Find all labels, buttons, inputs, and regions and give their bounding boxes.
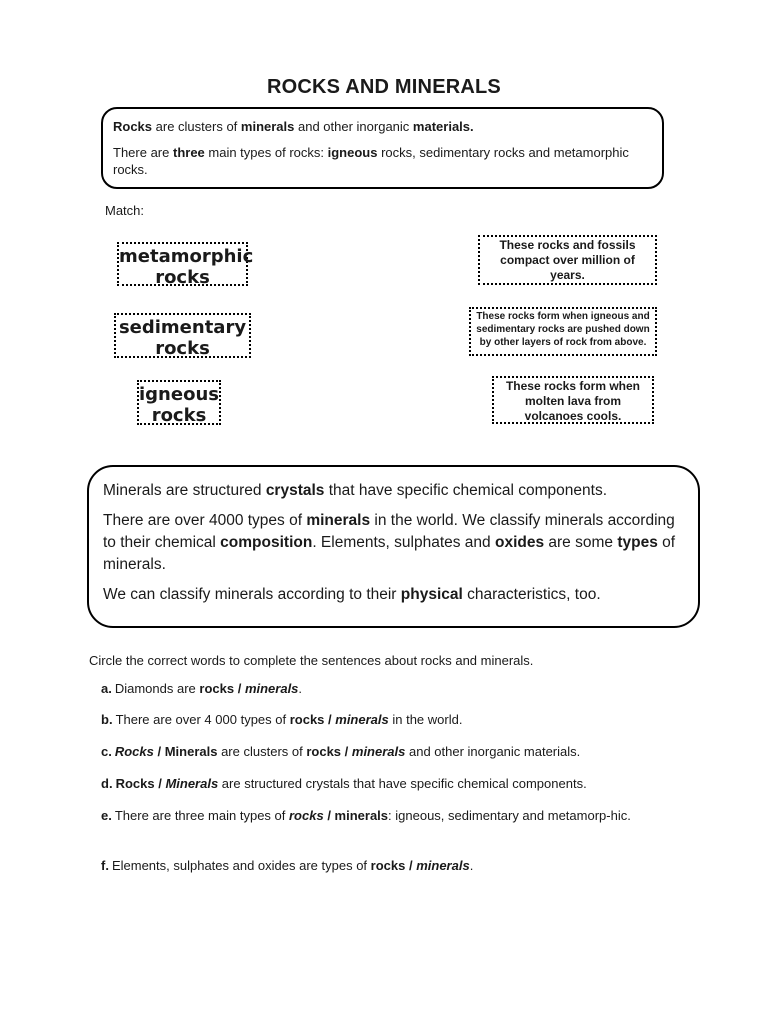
- choice-separator: /: [323, 808, 335, 823]
- answer-choice[interactable]: Minerals: [164, 744, 218, 759]
- question-text: are structured crystals that have specific chemical components.: [218, 776, 587, 791]
- answer-choice[interactable]: minerals: [416, 858, 470, 873]
- minerals-paragraph-2: [103, 510, 688, 576]
- bold-term: minerals: [240, 119, 295, 134]
- rock-card-line1: metamorphic: [119, 246, 254, 267]
- answer-choice[interactable]: minerals: [335, 712, 389, 727]
- choice-separator: /: [154, 776, 166, 791]
- text-run: of minerals.: [103, 534, 676, 573]
- rock-card-sedimentary[interactable]: [114, 313, 251, 358]
- definition-card-3[interactable]: These rocks form when molten lava from volcanoes cools.: [492, 376, 654, 424]
- bold-term: igneous: [327, 145, 378, 160]
- bold-term: types: [617, 534, 658, 551]
- bold-term: crystals: [265, 482, 325, 499]
- text-run: that have specific chemical components.: [324, 482, 608, 499]
- answer-choice[interactable]: rocks: [199, 681, 235, 696]
- answer-choice[interactable]: Minerals: [165, 776, 219, 791]
- answer-choice[interactable]: minerals: [334, 808, 389, 823]
- text-run: Minerals are structured: [103, 482, 266, 499]
- text-run: We can classify minerals according to their: [103, 586, 401, 603]
- question-f: [101, 857, 691, 875]
- text-run: are some: [544, 534, 618, 551]
- definition-card-1[interactable]: These rocks and fossils compact over million of years.: [478, 235, 657, 285]
- answer-choice[interactable]: minerals: [351, 744, 406, 759]
- question-text: .: [298, 681, 303, 696]
- question-a: [101, 680, 691, 698]
- intro-paragraph-2: [113, 144, 650, 178]
- rock-card-igneous[interactable]: [137, 380, 221, 425]
- question-d: [101, 775, 691, 793]
- question-b: [101, 711, 691, 729]
- text-run: main types of rocks:: [204, 145, 328, 160]
- answer-choice[interactable]: rocks: [289, 712, 325, 727]
- answer-choice[interactable]: Rocks: [115, 776, 155, 791]
- question-text: Diamonds are: [114, 681, 200, 696]
- bold-term: composition: [220, 534, 313, 551]
- page-title: ROCKS AND MINERALS: [267, 76, 501, 98]
- rock-card-line1: igneous: [139, 384, 219, 405]
- text-run: There are over 4000 types of: [103, 512, 307, 529]
- text-run: rocks, sedimentary rocks and metamorphic rocks.: [113, 145, 629, 177]
- choice-separator: /: [341, 744, 352, 759]
- rock-card-line2: rocks: [151, 405, 207, 426]
- choice-separator: /: [234, 681, 245, 696]
- rock-card-metamorphic[interactable]: [117, 242, 254, 288]
- bold-term: Rocks: [113, 119, 153, 134]
- text-run: in the world. We classify minerals according to their chemical: [103, 512, 675, 551]
- question-c: [101, 743, 691, 761]
- answer-choice[interactable]: rocks: [306, 744, 342, 759]
- rock-card-line2: rocks: [155, 267, 210, 288]
- text-run: characteristics, too.: [462, 586, 601, 603]
- answer-choice[interactable]: rocks: [370, 858, 406, 873]
- intro-paragraph-1: [113, 118, 650, 135]
- rock-card-line1: sedimentary: [118, 317, 247, 338]
- question-text: There are over 4 000 types of: [115, 712, 290, 727]
- minerals-paragraph-1: [103, 480, 688, 502]
- question-letter: c.: [101, 744, 112, 759]
- minerals-info-box: [87, 465, 700, 628]
- question-letter: f.: [101, 858, 109, 873]
- question-text: Elements, sulphates and oxides are types of: [111, 858, 371, 873]
- question-text: : igneous, sedimentary and metamorp-hic.: [388, 808, 631, 823]
- choice-separator: /: [153, 744, 165, 759]
- match-label: Match:: [105, 203, 145, 218]
- bold-term: minerals: [306, 512, 371, 529]
- question-letter: a.: [101, 681, 112, 696]
- question-text: and other inorganic materials.: [405, 744, 581, 759]
- text-run: There are: [113, 145, 173, 160]
- bold-term: oxides: [494, 534, 545, 551]
- text-run: and other inorganic: [294, 119, 413, 134]
- definition-card-2[interactable]: These rocks form when igneous and sedimentary rocks are pushed down by other layers of rock from above.: [469, 307, 657, 356]
- bold-term: physical: [400, 586, 463, 603]
- bold-term: three: [172, 145, 205, 160]
- answer-choice[interactable]: Rocks: [114, 744, 154, 759]
- question-e: [101, 807, 686, 825]
- minerals-paragraph-3: [103, 584, 688, 606]
- question-letter: e.: [101, 808, 112, 823]
- question-text: There are three main types of: [114, 808, 289, 823]
- question-text: in the world.: [388, 712, 463, 727]
- bold-term: materials.: [412, 119, 474, 134]
- text-run: . Elements, sulphates and: [312, 534, 495, 551]
- question-text: .: [469, 858, 474, 873]
- question-text: are clusters of: [217, 744, 307, 759]
- exercise-instruction: Circle the correct words to complete the sentences about rocks and minerals.: [89, 653, 534, 668]
- question-letter: b.: [101, 712, 113, 727]
- choice-separator: /: [324, 712, 336, 727]
- choice-separator: /: [405, 858, 417, 873]
- question-letter: d.: [101, 776, 113, 791]
- intro-box: [101, 107, 664, 189]
- rock-card-line2: rocks: [155, 338, 210, 359]
- answer-choice[interactable]: rocks: [289, 808, 324, 823]
- text-run: are clusters of: [152, 119, 241, 134]
- answer-choice[interactable]: minerals: [244, 681, 299, 696]
